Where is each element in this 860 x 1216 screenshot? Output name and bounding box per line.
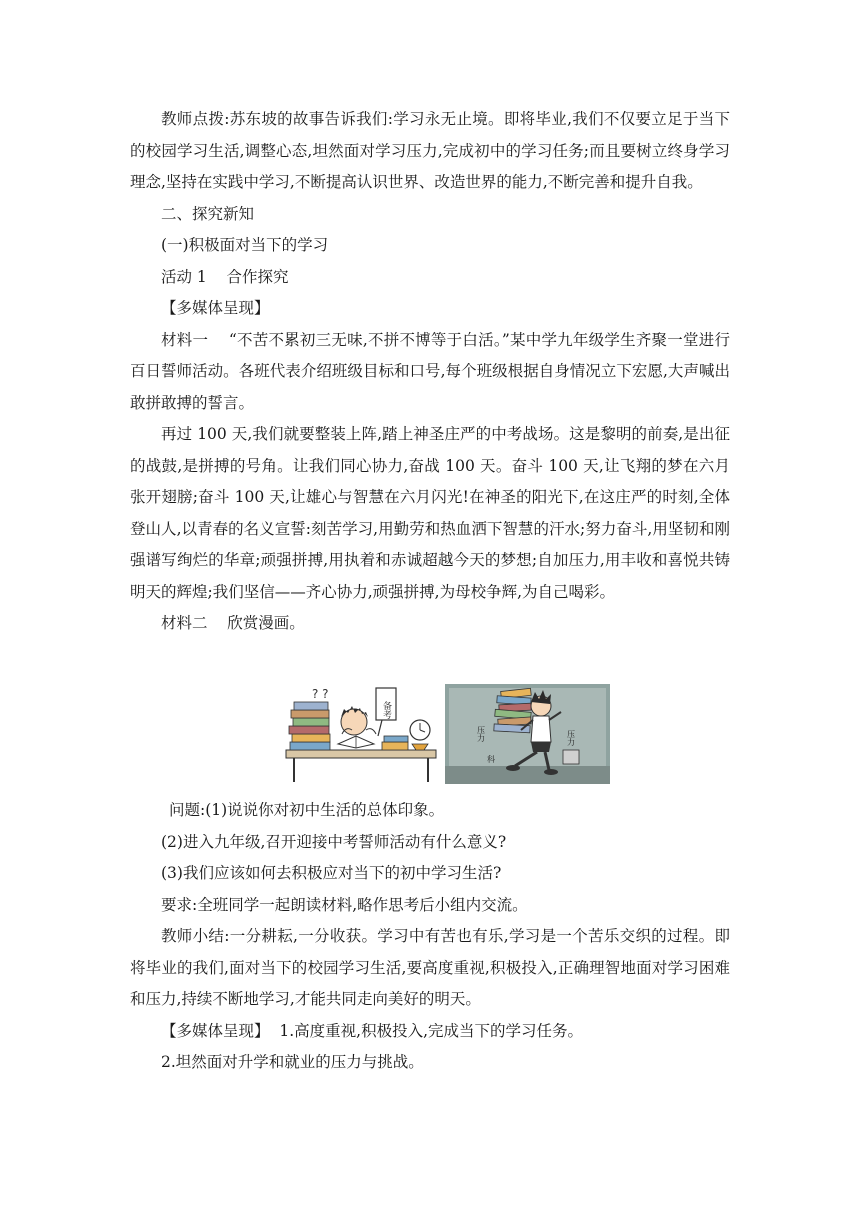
material-two-heading: 材料二 欣赏漫画。 <box>161 614 305 632</box>
material-one-continued: 再过 100 天,我们就要整装上阵,踏上神圣庄严的中考战场。这是黎明的前奏,是出征的战鼓,是拼搏的号角。让我们同心协力,奋战 100 天。奋斗 100 天,让飞翔的梦在六月张开翅膀;奋斗 100 天,让雄心与智慧在六月闪光!在神圣的阳光下,在这庄严的时刻,全体登山人,以青春的名义宣誓:刻苦学习,用勤劳和热血洒下智慧的汗水;努力奋斗,用坚韧和刚强谱写绚烂的华章;顽强拼搏,用执着和赤诚超越今天的梦想;自加压力,用丰收和喜悦共铸明天的辉煌;我们坚信——齐心协力,顽强拼搏,为母校争辉,为自己喝彩。 <box>130 425 730 601</box>
media-points-label: 【多媒体呈现】 <box>161 1021 270 1040</box>
requirement-text: 要求:全班同学一起朗读材料,略作思考后小组内交流。 <box>161 895 528 914</box>
pressure-label-right: 压力 <box>566 730 576 746</box>
question-two: (2)进入九年级,召开迎接中考誓师活动有什么意义? <box>161 832 507 851</box>
material-one-paragraph: 材料一 “不苦不累初三无味,不拼不博等于白活。”某中学九年级学生齐聚一堂进行百日誓师活动。各班代表介绍班级目标和口号,每个班级根据自身情况立下宏愿,大声喊出敢拼敢搏的誓言。 <box>130 330 730 412</box>
teacher-summary-paragraph: 教师小结:一分耕耘,一分收获。学习中有苦也有乐,学习是一个苦乐交织的过程。即将毕业的我们,面对当下的校园学习生活,要高度重视,积极投入,正确理智地面对学习困难和压力,持续不断地学习,才能共同走向美好的明天。 <box>130 927 730 1008</box>
point-one: 1.高度重视,积极投入,完成当下的学习任务。 <box>279 1021 584 1040</box>
text-section-bottom <box>130 795 730 1079</box>
subject-label: 科 <box>487 755 495 764</box>
question-one: 问题:(1)说说你对初中生活的总体印象。 <box>169 801 445 819</box>
section-heading: 二、探究新知 <box>161 204 255 223</box>
prep-sign-text: 备考 <box>381 701 391 719</box>
cartoon-pressure-image <box>445 684 610 784</box>
question-three: (3)我们应该如何去积极应对当下的初中学习生活? <box>161 864 502 882</box>
text-section-top <box>130 104 730 640</box>
activity-heading: 活动 1 合作探究 <box>161 267 289 286</box>
media-label: 【多媒体呈现】 <box>161 299 270 317</box>
point-two: 2.坦然面对升学和就业的压力与挑战。 <box>161 1053 424 1071</box>
pressure-label-left: 压力 <box>476 726 486 742</box>
media-points-line <box>130 1016 730 1048</box>
question-marks-text: ? ? <box>312 687 329 701</box>
cartoon-studying-image <box>282 684 440 784</box>
teacher-hint-paragraph: 教师点拨:苏东坡的故事告诉我们:学习永无止境。即将毕业,我们不仅要立足于当下的校园学习生活,调整心态,坦然面对学习压力,完成初中的学习任务;而且要树立终身学习理念,坚持在实践中学习,不断提高认识世界、改造世界的能力,不断完善和提升自我。 <box>130 110 730 191</box>
sub-heading: (一)积极面对当下的学习 <box>161 236 329 254</box>
cartoon-row <box>282 676 612 788</box>
